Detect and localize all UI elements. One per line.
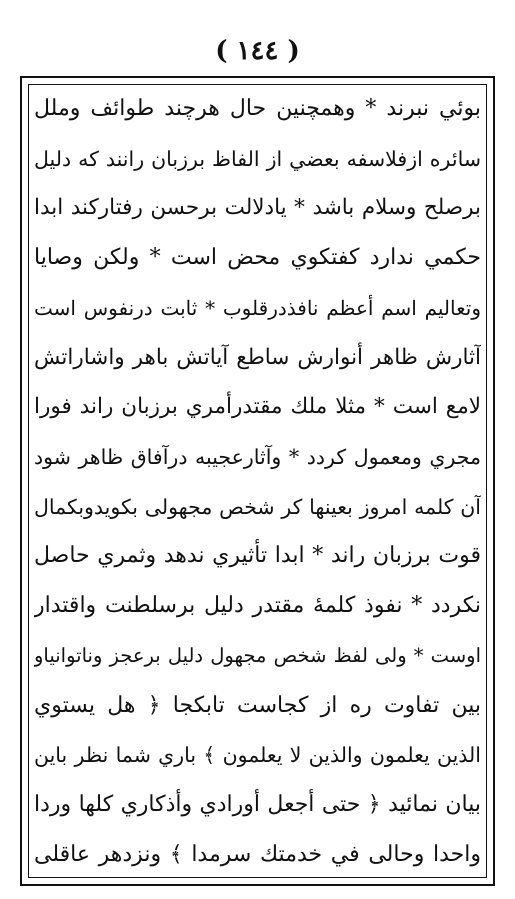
text-line: الذين يعلمون والذين لا يعلمون ﴾ باري شما نظر باين [34,743,481,768]
text-line: حكمي ندارد كفتكوي محض است * ولكن وصايا [34,245,481,271]
text-line: واحدا وحالى في خدمتك سرمدا ﴾ ونزدهر عاقلى [34,841,481,867]
text-line: وتعاليم اسم أعظم نافذدرقلوب * ثابت درنفوس است [34,295,481,320]
text-line: آن كلمه امروز بعينها كر شخص مجهولى بكويدوبكمال [34,494,481,519]
page-number: ( ١٤٤ ) [215,36,300,66]
text-line: بين تفاوت ره از كجاست تابكجا ﴿ هل يستوي [34,692,481,718]
text-line: مجري ومعمول كردد * وآثارعجيبه درآفاق ظاهر شود [34,445,481,470]
text-line: نكردد * نفوذ كلمهٔ مقتدر دليل برسلطنت واقتدار [34,593,481,619]
text-line: بوئي نبرند * وهمچنين حال هرچند طوائف وملل [34,96,481,121]
text-line: لامع است * مثلا ملك مقتدرأمري برزبان راند فورا [34,394,481,420]
text-line: قوت برزبان راند * ابدا تأثيري ندهد وثمري حاصل [34,543,481,569]
text-line: آثارش ظاهر أنوارش ساطع آياتش باهر واشاراتش [34,344,481,370]
text-line: سائره ازفلاسفه بعضي از الفاظ برزبان رانند كه دليل [34,146,481,171]
text-line: بيان نمائيد ﴿ حتى أجعل أورادي وأذكاري كلها وردا [34,792,481,818]
body-text [34,92,481,872]
text-line: اوست * ولى لفظ شخص مجهول دليل برعجز وناتوانياو [34,643,481,667]
text-line: برصلح وسلام باشد * يادلالت برحسن رفتاركند ابدا [34,195,481,221]
